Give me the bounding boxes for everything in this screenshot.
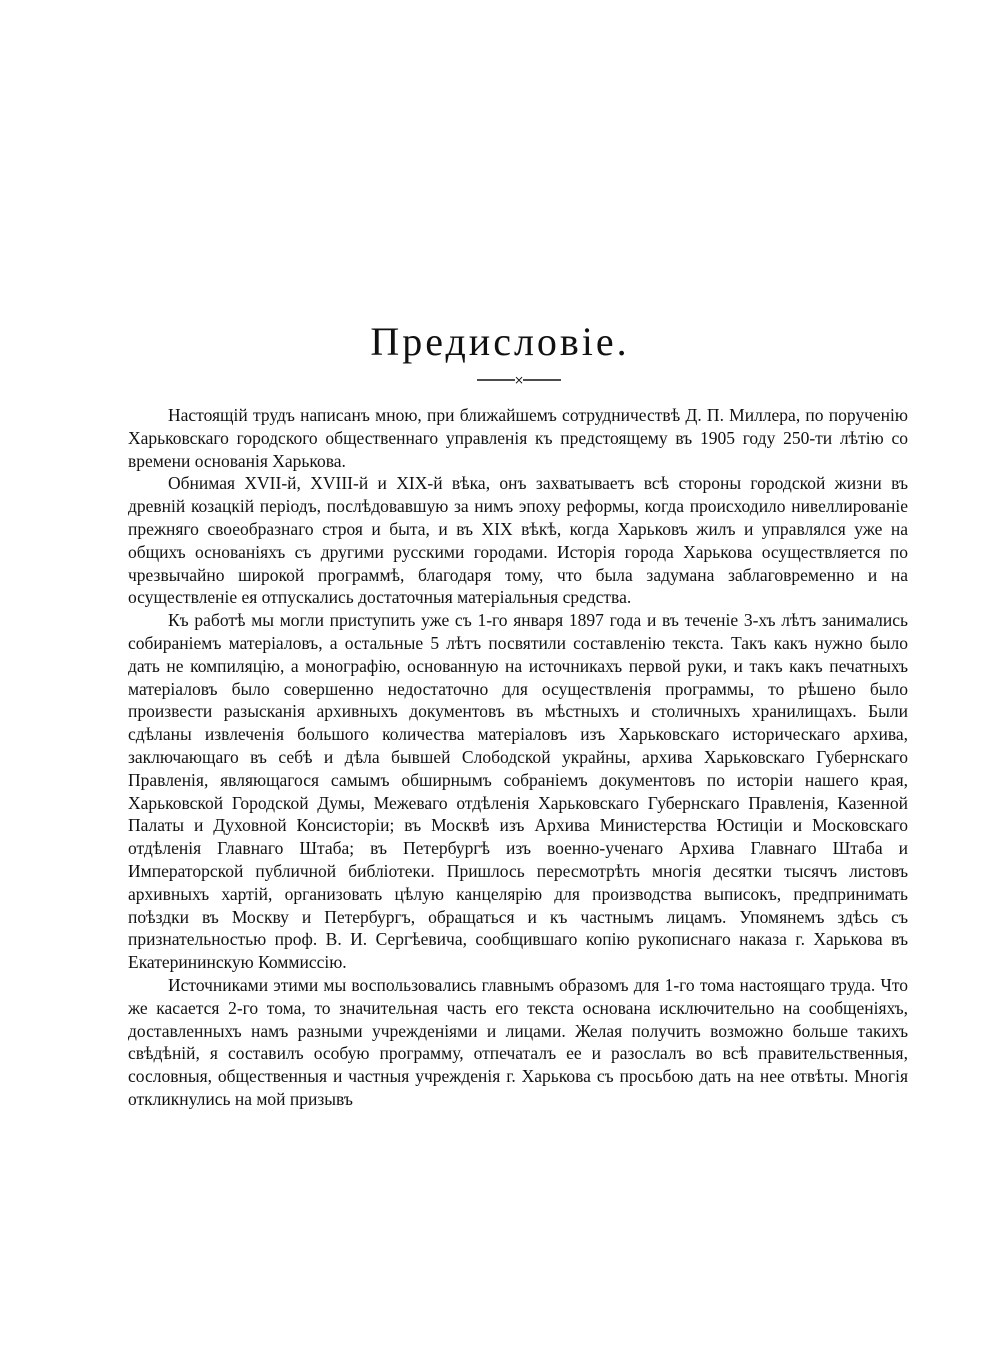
title-ornament-divider [477, 372, 561, 388]
paragraph-2: Обнимая XVII-й, XVIII-й и XIX-й вѣка, онъ захватываетъ всѣ стороны городской жизни въ древній козацкій періодъ, послѣдовавшую за нимъ эпоху реформы, когда происходило нивеллированіе прежняго своеобразнаго строя и быта, и въ XIX вѣкѣ, когда Харьковъ жилъ и управлялся уже на общихъ основаніяхъ съ другими русскими городами. Исторія города Харькова осуществляется по чрезвычайно широкой программѣ, благодаря тому, что была задумана заблаговременно и на осуществленіе ея отпускались достаточныя матеріальныя средства. [128, 473, 908, 608]
ornament-symbol: × [513, 373, 525, 387]
preface-body [128, 404, 908, 1111]
page-title: Предисловіе. [370, 319, 630, 364]
paragraph-3: Къ работѣ мы могли приступить уже съ 1-го января 1897 года и въ теченіе 3-хъ лѣтъ занимались собираніемъ матеріаловъ, а остальные 5 лѣтъ посвятили составленію текста. Такъ какъ нужно было дать не компиляцію, а монографію, основанную на источникахъ первой руки, и такъ какъ печатныхъ матеріаловъ было совершенно недостаточно для осуществленія программы, то рѣшено было произвести разысканія архивныхъ документовъ въ мѣстныхъ и столичныхъ хранилищахъ. Были сдѣланы извлеченія большого количества матеріаловъ изъ Харьковскаго историческаго архива, заключающаго въ себѣ и дѣла бывшей Слободской украйны, архива Харьковскаго Губернскаго Правленія, являющагося самымъ обширнымъ собраніемъ документовъ по исторіи нашего края, Харьковской Городской Думы, Межеваго отдѣленія Харьковскаго Губернскаго Правленія, Казенной Палаты и Духовной Консисторіи; въ Москвѣ изъ Архива Министерства Юстиціи и Московскаго отдѣленія Главнаго Штаба; въ Петербургѣ изъ военно-ученаго Архива Главнаго Штаба и Императорской публичной библіотеки. Пришлось пересмотрѣть многія десятки тысячъ листовъ архивныхъ хартій, организовать цѣлую канцелярію для производства выписокъ, предпринимать поѣздки въ Москву и Петербургъ, обращаться и къ частнымъ лицамъ. Упомянемъ здѣсь съ признательностью проф. В. И. Сергѣевича, сообщившаго копію рукописнаго наказа г. Харькова въ Екатерининскую Коммиссію. [128, 610, 908, 973]
paragraph-1: Настоящій трудъ написанъ мною, при ближайшемъ сотрудничествѣ Д. П. Миллера, по порученію Харьковскаго городского общественнаго управленія къ предстоящему въ 1905 году 250-ти лѣтію со времени основанія Харькова. [128, 405, 908, 471]
paragraph-4: Источниками этими мы воспользовались главнымъ образомъ для 1-го тома настоящаго труда. Что же касается 2-го тома, то значительная часть его текста основана исключительно на сообщеніяхъ, доставленныхъ намъ разными учрежденіями и лицами. Желая получить возможно больше такихъ свѣдѣній, я составилъ особую программу, отпечаталъ ее и разослалъ во всѣ правительственныя, сословныя, общественныя и частныя учрежденія г. Харькова съ просьбою дать на нее отвѣты. Многія откликнулись на мой призывъ [128, 974, 908, 1109]
